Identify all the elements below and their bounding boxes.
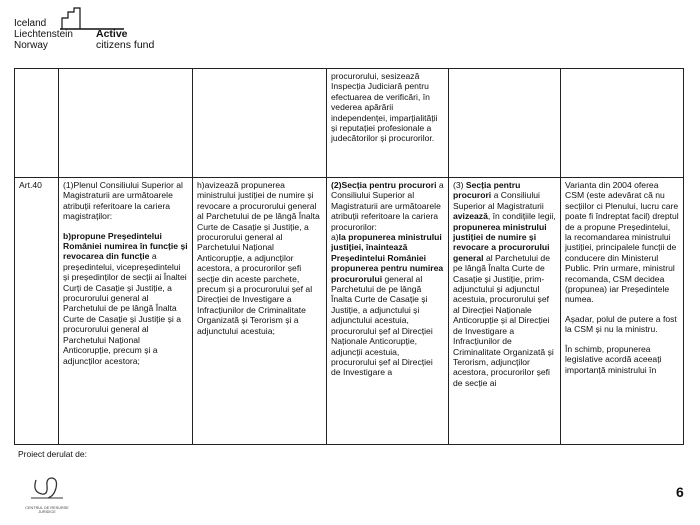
table-cell: procurorului, sesizează Inspecția Judiciară pentru efectuarea de verificări, în vederea apărării independenței, imparțialității și reputației profesionale a judecătorilor și procurorilor. [327,69,449,178]
table-cell [59,69,193,178]
proposal-cell [327,178,449,445]
bold-text: propunerea ministrului justiției de numire și revocare a procurorului general [453,221,550,263]
text-run: general al Parchetului de pe lângă Înalta Curte de Casație și Justiție, a adjunctului și adjunctului acestuia, procurorului șef al Direcției Naționale Anticorupție, adjuncții acestuia, procurorului șef al Direcției de Investigare a [331,273,433,378]
paragraph [331,232,444,378]
paragraph [331,180,444,232]
crj-logo [22,474,72,520]
bold-text: (2)Secția pentru procurori [331,180,437,190]
project-implemented-by-label: Proiect derulat de: [18,449,87,459]
text-run: al Parchetului de pe lângă Înalta Curte de Casație și Justiție, prim-adjunctului și adjunctul acestuia, procurorului șef al Direcției Naționale Anticorupție și al Direcției de Investigare a Infracțiunilor de Criminalitate Organizată și Terorism, adjuncților acestora, procurorilor șefi de secție ai [453,252,554,388]
current-law-cell [193,178,327,445]
logo-word-active: Active [96,28,128,40]
logo-country-norway: Norway [14,40,48,51]
program-name [96,29,154,51]
alternative-proposal-cell [449,178,561,445]
logo-country-liechtenstein: Liechtenstein [14,29,73,40]
table-cell [449,69,561,178]
law-2004-cell [59,178,193,445]
bold-text: la propunerea ministrului justiției, înaintează Președintelui României propunerea pentru numirea procurorului [331,232,444,284]
article-number: Art.40 [19,180,42,190]
text-run: a președintelui, vicepreședintelui și președinților de secții ai Înaltei Curți de Casație și Justiție, a procurorului general al Parchetului de pe lângă Înalta Curte de Casație și Justiție și a procurorului general al Parchetului Național Anticorupție, precum și a adjuncților acestora; [63,251,187,366]
logo-word-citizens-fund: citizens fund [96,39,155,51]
article-number-cell [15,178,59,445]
bold-text: Secția pentru procurori [453,180,521,201]
table-cell [193,69,327,178]
page-number: 6 [676,484,684,500]
comparison-table [14,68,684,445]
table-row [15,69,684,178]
text-run: a Consiliului Superior al Magistraturii are următoarele atribuții referitoare la cariera procurorilor: [331,180,444,232]
paragraph [63,231,188,366]
text-run: (3) [453,180,466,190]
table-row [15,178,684,445]
text-run: a) [331,232,339,243]
active-citizens-fund-logo [14,6,184,54]
table-cell [15,69,59,178]
paragraph: h)avizează propunerea ministrului justiției de numire și revocare a procurorului general al Parchetului de pe lângă Înalta Curte de Casație și Justiție, a procurorului general al Parchetului Național Anticorupție, a adjuncților acestora, a procurorilor șefi secție din aceste parchete, precum și a procurorului șef al Direcției de Investigare a Infracțiunilor de Criminalitate Organizată și Terorism și a adjunctului acestuia; [197,180,320,336]
text-run: , în condițiile legii, [487,211,556,222]
crj-logo-icon [22,474,72,504]
logo-country-iceland: Iceland [14,18,47,29]
paragraph: Așadar, polul de putere a fost la CSM și nu la ministru. [565,313,677,335]
comments-cell [561,178,684,445]
crj-logo-text: CENTRUL DE RESURSE JURIDICE [25,506,69,515]
table-cell [561,69,684,178]
paragraph: În schimb, propunerea legislative acordă aceeați importanță ministrului în [565,343,662,375]
paragraph: Varianta din 2004 oferea CSM (este adevărat că nu secțiilor ci Plenului, lucru care poate fi îndreptat facil) dreptul de a propune Președintelui, la recomandarea ministrului justiției, principalele funcții de conducere din Ministerul Public. Prin urmare, ministrul recomanda, CSM decidea (propunea) iar Președintele numea. [565,180,679,305]
grants-logo-icon [60,6,124,30]
paragraph: (1)Plenul Consiliului Superior al Magistraturii are următoarele atribuții referitoare la cariera magistraților: [63,180,183,222]
paragraph [453,180,556,388]
text-run: a Consiliului Superior al Magistraturii [453,190,544,211]
bold-text: b)propune Președintelui României numirea în funcție și revocarea din funcție [63,230,188,262]
bold-text: avizează [453,211,488,222]
